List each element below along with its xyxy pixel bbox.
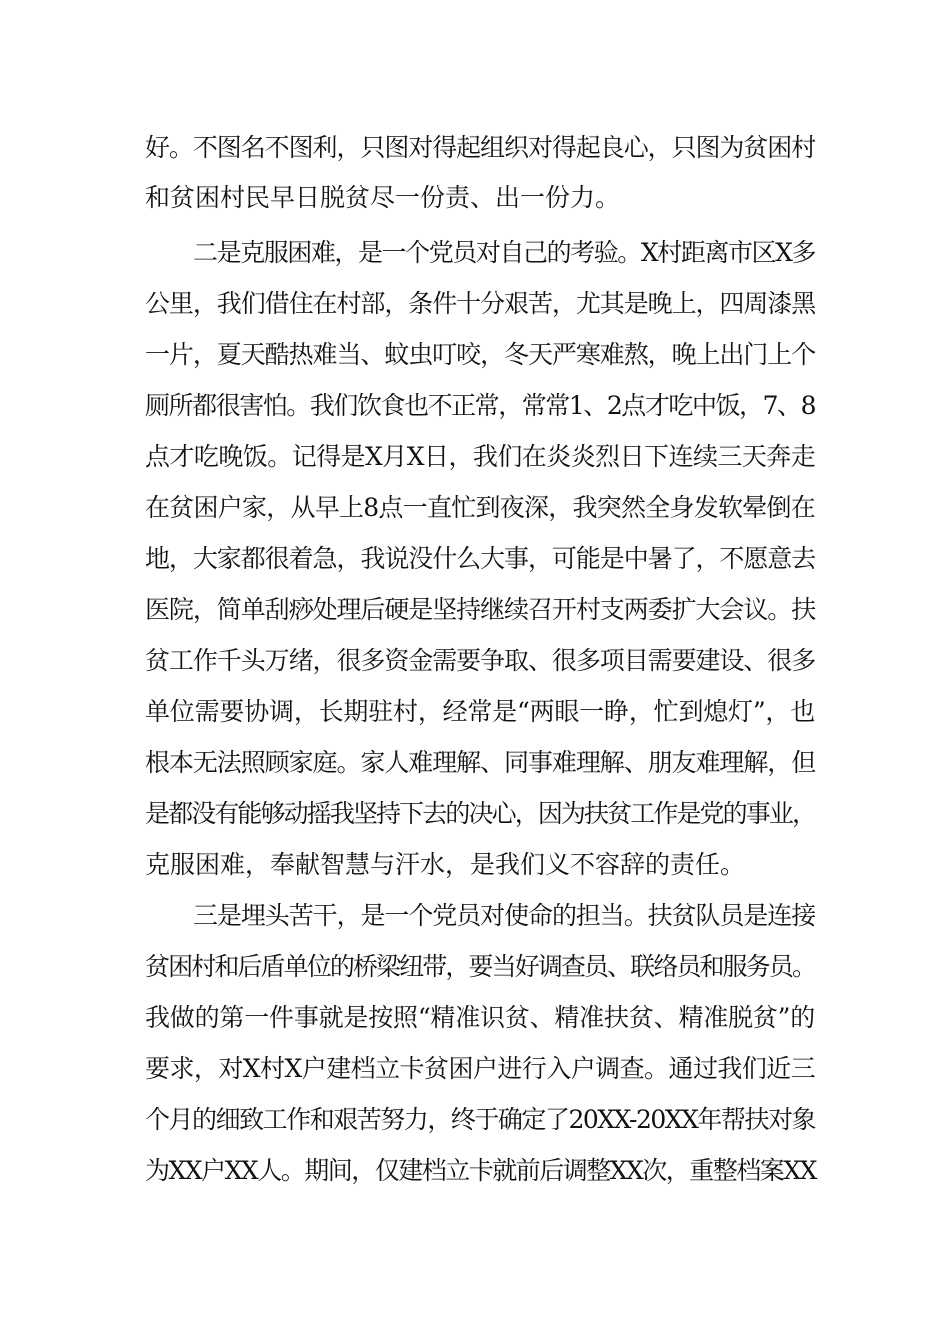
- text-line: 好。不图名不图利，只图对得起组织对得起良心，只图为贫困村: [145, 133, 815, 162]
- text-line: 一片，夏天酷热难当、蚊虫叮咬，冬天严寒难熬，晚上出门上个: [145, 340, 815, 369]
- text-line: 是都没有能够动摇我坚持下去的决心，因为扶贫工作是党的事业，: [145, 799, 815, 828]
- text-line: 贫困村和后盾单位的桥梁纽带，要当好调查员、联络员和服务员。: [145, 952, 815, 981]
- text-line: 和贫困村民早日脱贫尽一份责、出一份力。: [145, 183, 621, 212]
- paragraph-start-line: 三是埋头苦干，是一个党员对使命的担当。扶贫队员是连接: [193, 901, 815, 930]
- text-line: 厕所都很害怕。我们饮食也不正常，常常1、2点才吃中饭，7、8: [145, 391, 815, 420]
- paragraph-start-line: 二是克服困难，是一个党员对自己的考验。X村距离市区X多: [193, 238, 815, 267]
- text-line: 克服困难，奉献智慧与汗水，是我们义不容辞的责任。: [145, 850, 746, 879]
- text-line: 地，大家都很着急，我说没什么大事，可能是中暑了，不愿意去: [145, 544, 815, 573]
- text-line: 根本无法照顾家庭。家人难理解、同事难理解、朋友难理解，但: [145, 748, 815, 777]
- text-line: 单位需要协调，长期驻村，经常是“两眼一睁，忙到熄灯”，也: [145, 697, 815, 726]
- text-line: 要求，对X村X户建档立卡贫困户进行入户调查。通过我们近三: [145, 1054, 815, 1083]
- text-line: 医院，简单刮痧处理后硬是坚持继续召开村支两委扩大会议。扶: [145, 595, 815, 624]
- text-line: 点才吃晚饭。记得是X月X日，我们在炎炎烈日下连续三天奔走: [145, 442, 815, 471]
- text-line: 公里，我们借住在村部，条件十分艰苦，尤其是晚上，四周漆黑: [145, 289, 815, 318]
- text-line: 在贫困户家，从早上8点一直忙到夜深，我突然全身发软晕倒在: [145, 493, 815, 522]
- text-line: 我做的第一件事就是按照“精准识贫、精准扶贫、精准脱贫”的: [145, 1003, 815, 1032]
- text-line: 为XX户XX人。期间，仅建档立卡就前后调整XX次，重整档案XX: [145, 1156, 816, 1185]
- text-line: 个月的细致工作和艰苦努力，终于确定了20XX-20XX年帮扶对象: [145, 1105, 815, 1134]
- text-line: 贫工作千头万绪，很多资金需要争取、很多项目需要建设、很多: [145, 646, 815, 675]
